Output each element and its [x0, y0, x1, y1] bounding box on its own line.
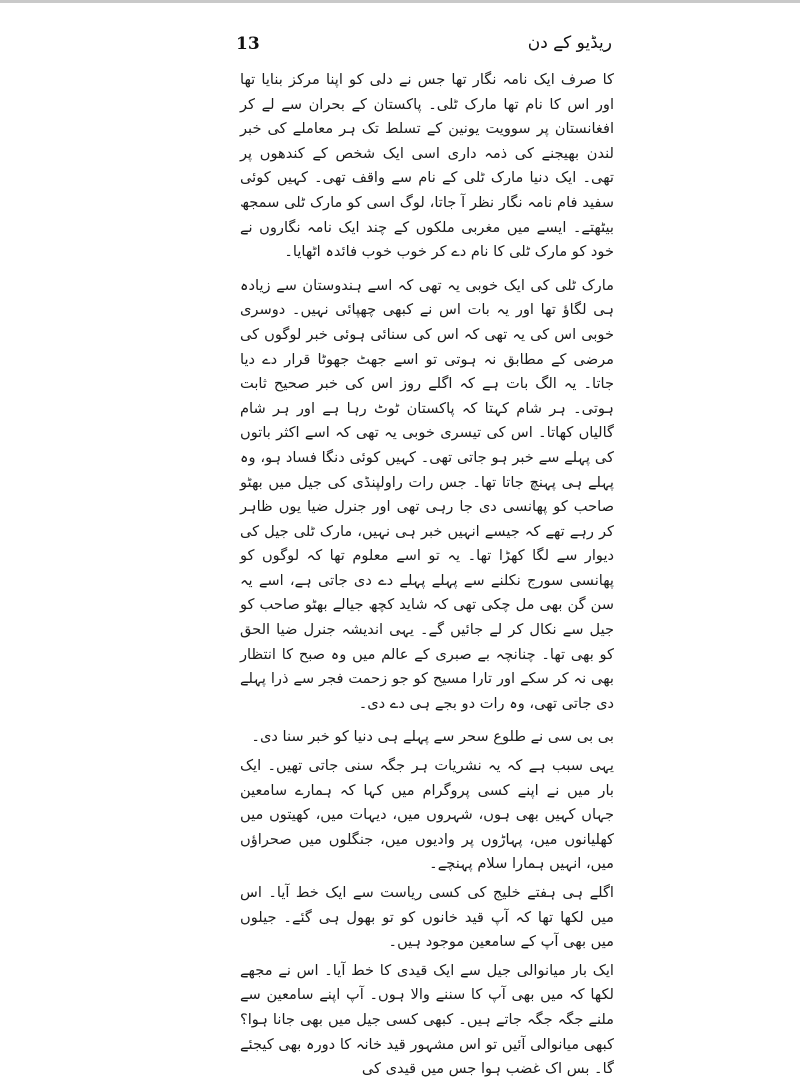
page-top-edge — [0, 0, 800, 3]
paragraph: کا صرف ایک نامہ نگار تھا جس نے دلی کو اپنا مرکز بنایا تھا اور اس کا نام تھا مارک ٹلی۔ پاکستان کے بحران سے لے کر افغانستان پر سوویت یونین کے تسلط تک ہر معاملے کی خبر لندن بھیجنے کی ذمہ داری اسی ایک شخص کے کندھوں پر تھی۔ ایک دنیا مارک ٹلی کے نام سے واقف تھی۔ کہیں کوئی سفید فام نامہ نگار نظر آ جاتا، لوگ اسی کو مارک ٹلی سمجھ بیٹھتے۔ ایسے میں مغربی ملکوں کے چند ایک نامہ نگاروں نے خود کو مارک ٹلی کا نام دے کر خوب خوب فائدہ اٹھایا۔ — [240, 71, 614, 261]
paragraph: بی بی سی نے طلوع سحر سے پہلے ہی دنیا کو خبر سنا دی۔ — [251, 728, 614, 746]
paragraph: اگلے ہی ہفتے خلیج کی کسی ریاست سے ایک خط آیا۔ اس میں لکھا تھا کہ آپ قید خانوں کو تو بھول ہی گئے۔ جیلوں میں بھی آپ کے سامعین موجود ہیں۔ — [240, 884, 614, 951]
page-header — [236, 32, 612, 62]
running-title: ریڈیو کے دن — [527, 33, 612, 53]
paragraph: ایک بار میانوالی جیل سے ایک قیدی کا خط آیا۔ اس نے مجھے لکھا کہ میں بھی آپ کا سننے والا ہوں۔ آپ اپنے سامعین سے ملنے جگہ جگہ جاتے ہیں۔ کبھی کسی جیل میں بھی جانا ہوا؟ کبھی میانوالی آئیں تو اس مشہور قید خانہ کا دورہ بھی کیجئے گا۔ بس اک غضب ہوا جس میں قیدی کی — [240, 961, 614, 1078]
paragraph: یہی سبب ہے کہ یہ نشریات ہر جگہ سنی جاتی تھیں۔ ایک بار میں نے اپنے کسی پروگرام میں کہا کہ ہمارے سامعین جہاں کہیں بھی ہوں، شہروں میں، دیہات میں، کھیتوں میں کھلیانوں میں، پہاڑوں پر وادیوں میں، جنگلوں میں صحراؤں میں، انہیں ہمارا سلام پہنچے۔ — [240, 757, 614, 873]
body-text — [240, 68, 614, 1082]
page-number: 13 — [236, 34, 260, 54]
paragraph: مارک ٹلی کی ایک خوبی یہ تھی کہ اسے ہندوستان سے زیادہ ہی لگاؤ تھا اور یہ بات اس نے کبھی چھپائی نہیں۔ دوسری خوبی اس کی یہ تھی کہ اس کی سنائی ہوئی خبر لوگوں کی مرضی کے مطابق نہ ہوتی تو اسے جھٹ جھوٹا قرار دے دیا جاتا۔ یہ الگ بات ہے کہ اگلے روز اس کی خبر صحیح ثابت ہوتی۔ ہر شام کہتا کہ پاکستان ٹوٹ رہا ہے اور ہر شام گالیاں کھاتا۔ اس کی تیسری خوبی یہ تھی کہ اسے اکثر باتوں کی پہلے سے خبر ہو جاتی تھی۔ کہیں کوئی دنگا فساد ہو، وہ پہلے ہی پہنچ جاتا تھا۔ جس رات راولپنڈی کی جیل میں بھٹو صاحب کو پھانسی دی جا رہی تھی اور جنرل ضیا یوں ظاہر کر رہے تھے کہ جیسے انہیں خبر ہی نہیں، مارک ٹلی جیل کی دیوار سے لگا کھڑا تھا۔ یہ تو اسے معلوم تھا کہ لوگوں کو پھانسی سورج نکلنے سے پہلے پہلے دے دی جاتی ہے، اسے یہ سن گن بھی مل چکی تھی کہ شاید کچھ جیالے بھٹو صاحب کو جیل سے نکال کر لے جائیں گے۔ یہی اندیشہ جنرل ضیا الحق کو بھی تھا۔ چنانچہ بے صبری کے عالم میں وہ صبح کا انتظار بھی نہ کر سکے اور تارا مسیح کو جو زحمت فجر سے ذرا پہلے دی جاتی تھی، وہ رات دو بجے ہی دے دی۔ — [240, 276, 614, 712]
